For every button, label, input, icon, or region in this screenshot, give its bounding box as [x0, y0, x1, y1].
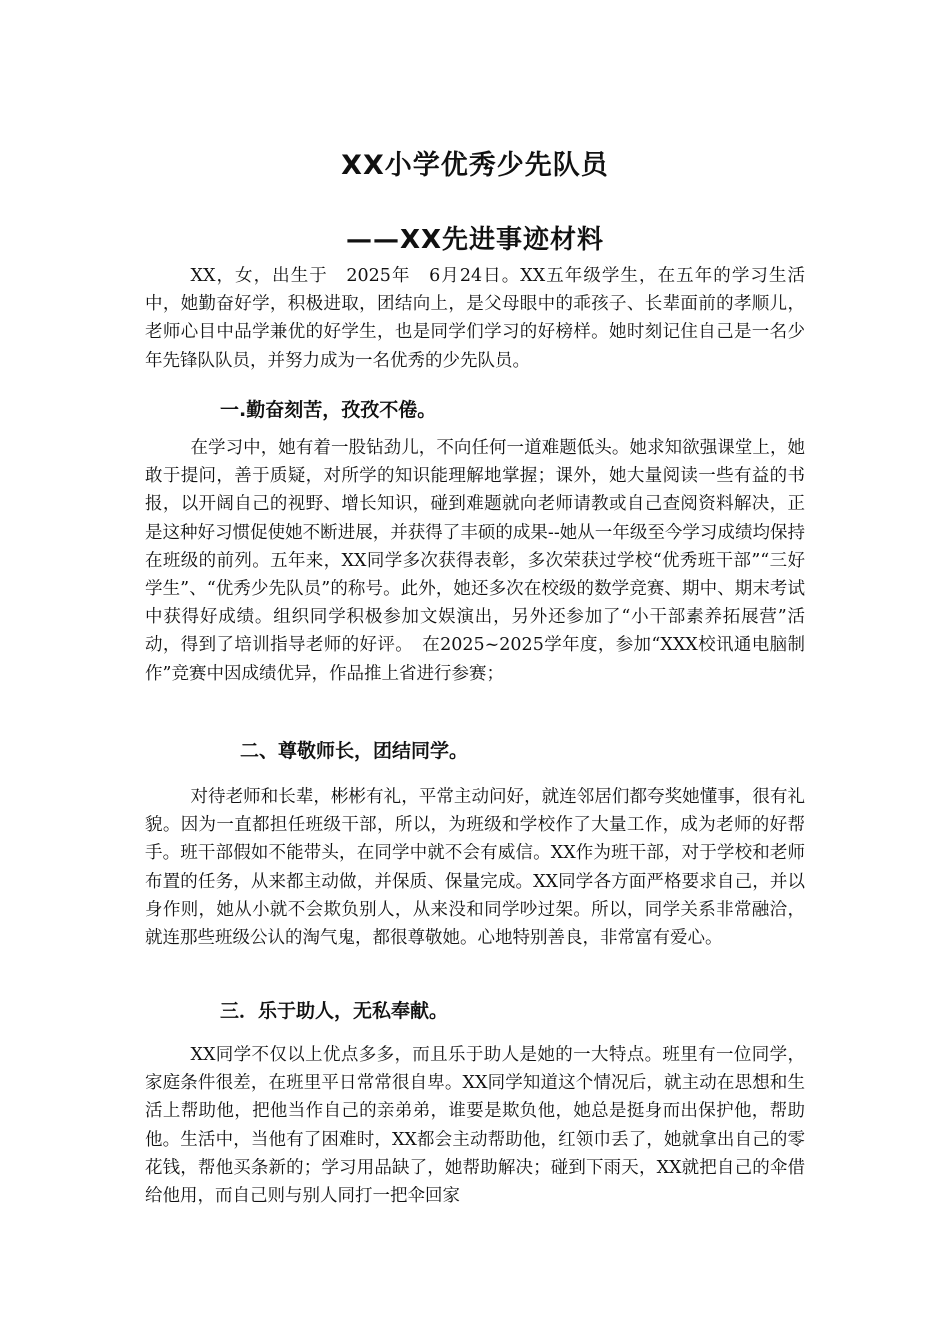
section-3-body: XX同学不仅以上优点多多，而且乐于助人是她的一大特点。班里有一位同学，家庭条件很差，在班里平日常常很自卑。XX同学知道这个情况后，就主动在思想和生活上帮助他，把他当作自己的亲弟弟，谁要是欺负他，她总是挺身而出保护他，帮助他。生活中，当他有了困难时，XX都会主动帮助他，红领巾丢了，她就拿出自己的零花钱，帮他买条新的；学习用品缺了，她帮助解决；碰到下雨天，XX就把自己的伞借给他用，而自己则与别人同打一把伞回家	[145, 1045, 805, 1207]
document-title: XX小学优秀少先队员	[341, 150, 609, 182]
document-subtitle: ——XX先进事迹材料	[345, 224, 605, 255]
section-3-heading: 三．乐于助人，无私奉献。	[220, 1000, 449, 1022]
section-1-body: 在学习中，她有着一股钻劲儿，不向任何一道难题低头。她求知欲强课堂上，她敢于提问，善于质疑，对所学的知识能理解地掌握；课外，她大量阅读一些有益的书报，以开阔自己的视野、增长知识，碰到难题就向老师请教或自己查阅资料解决，正是这种好习惯促使她不断进展，并获得了丰硕的成果--她从一年级至今学习成绩均保持在班级的前列。五年来，XX同学多次获得表彰，多次荣获过学校“优秀班干部”“三好学生”、“优秀少先队员”的称号。此外，她还多次在校级的数学竞赛、期中、期末考试中获得好成绩。组织同学积极参加文娱演出，另外还参加了“小干部素养拓展营”活动，得到了培训指导老师的好评。 在2025~2025学年度，参加“XXX校讯通电脑制作”竞赛中因成绩优异，作品推上省进行参赛；	[145, 438, 805, 684]
intro-paragraph: XX，女，出生于 2025年 6月24日。XX五年级学生，在五年的学习生活中，她勤奋好学，积极进取，团结向上，是父母眼中的乖孩子、长辈面前的孝顺儿，老师心目中品学兼优的好学生，也是同学们学习的好榜样。她时刻记住自己是一名少年先锋队队员，并努力成为一名优秀的少先队员。	[145, 266, 805, 371]
section-2-body: 对待老师和长辈，彬彬有礼，平常主动问好，就连邻居们都夸奖她懂事，很有礼貌。因为一直都担任班级干部，所以，为班级和学校作了大量工作，成为老师的好帮手。班干部假如不能带头，在同学中就不会有威信。XX作为班干部，对于学校和老师布置的任务，从来都主动做，并保质、保量完成。XX同学各方面严格要求自己，并以身作则，她从小就不会欺负别人，从来没和同学吵过架。所以，同学关系非常融洽，就连那些班级公认的淘气鬼，都很尊敬她。心地特别善良，非常富有爱心。	[145, 787, 805, 949]
section-1-heading: 一.勤奋刻苦，孜孜不倦。	[220, 399, 437, 421]
section-2-heading: 二、尊敬师长，团结同学。	[240, 740, 469, 762]
